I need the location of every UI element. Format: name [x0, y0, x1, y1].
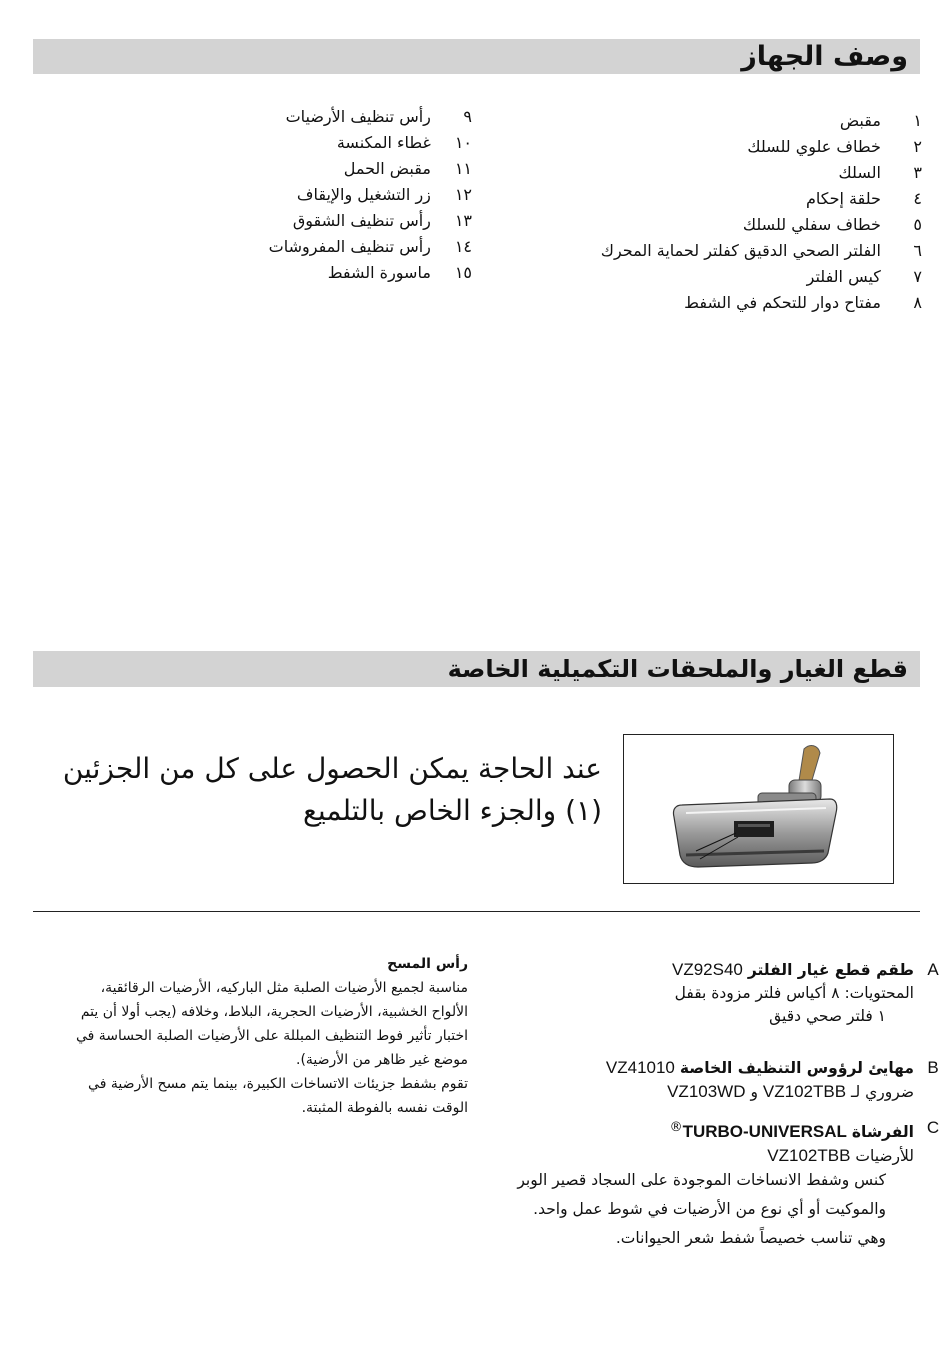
accessory-b: [534, 1056, 939, 1104]
part-number: ٢: [913, 137, 922, 156]
accessory-a-contents: المحتويات: ٨ أكياس فلتر مزودة بقفل: [674, 984, 914, 1002]
part-label: رأس تنظيف الأرضيات: [285, 107, 431, 126]
part-item: [601, 212, 922, 238]
accessory-letter-a: A: [927, 960, 939, 979]
section-title-accessories: قطع الغيار والملحقات التكميلية الخاصة: [33, 651, 920, 687]
note-line-1: عند الحاجة يمكن الحصول على كل من الجزئين: [62, 752, 602, 785]
part-item: [601, 108, 922, 134]
floor-head-body-2: تقوم بشفط جزيئات الاتساخات الكبيرة، بينما يتم مسح الأرضية في الوقت نفسه بالفوطة المثبتة.: [88, 1076, 468, 1116]
part-label: ماسورة الشفط: [327, 263, 431, 282]
part-number: ١٤: [454, 237, 472, 256]
part-item: [269, 104, 472, 130]
part-label: السلك: [838, 163, 881, 182]
note-line-2: (١) والجزء الخاص بالتلميع: [302, 794, 602, 827]
part-label: غطاء المكنسة: [336, 133, 431, 152]
part-item: [601, 134, 922, 160]
accessory-b-compat: [534, 1080, 914, 1104]
accessory-c-title: الفرشاة: [851, 1123, 914, 1142]
floor-head-description: [72, 952, 468, 1120]
accessory-c-code: VZ102TBB: [767, 1146, 851, 1166]
accessory-b-code-2: VZ102TBB: [762, 1082, 847, 1101]
accessory-b-compat-prefix: ضروري لـ: [850, 1083, 914, 1101]
accessory-c-description: كنس وشفط الانساخات الموجودة على السجاد قصير الوبر والموكيت أو أي نوع من الأرضيات في شوط عمل واحد. وهي تناسب خصيصاً شفط شعر الحيوانات.: [517, 1171, 886, 1247]
accessory-c-title-line: [534, 1116, 914, 1144]
part-item: [269, 182, 472, 208]
part-number: ٩: [463, 107, 472, 126]
part-label: حلقة إحكام: [806, 189, 881, 208]
part-item: [269, 260, 472, 286]
part-number: ١: [913, 111, 922, 130]
part-item: [269, 130, 472, 156]
part-label: زر التشغيل والإيقاف: [296, 185, 431, 204]
part-label: كيس الفلتر: [806, 267, 881, 286]
part-label: الفلتر الصحي الدقيق كفلتر لحماية المحرك: [600, 241, 881, 260]
accessory-a-contents-2: ١ فلتر صحي دقيق: [769, 1007, 886, 1025]
part-number: ٦: [913, 241, 922, 260]
part-number: ١١: [454, 159, 472, 178]
part-item: [601, 160, 922, 186]
part-label: مفتاح دوار للتحكم في الشفط: [684, 293, 881, 312]
part-item: [269, 234, 472, 260]
part-number: ٤: [913, 189, 922, 208]
accessory-b-title: مهايئ لرؤوس التنظيف الخاصة: [679, 1059, 914, 1077]
accessory-letter-c: C: [926, 1118, 940, 1137]
registered-mark: ®: [669, 1120, 683, 1135]
part-number: ٨: [913, 293, 922, 312]
part-label: رأس تنظيف الشقوق: [292, 211, 431, 230]
accessories-note: [32, 748, 602, 832]
part-number: ١٣: [454, 211, 472, 230]
accessory-a-title-line: [534, 958, 914, 982]
accessory-c-brand: TURBO-UNIVERSAL: [682, 1122, 847, 1142]
floor-nozzle-image: [624, 735, 893, 883]
accessory-b-conj: و: [750, 1083, 758, 1101]
part-label: مقبض: [839, 111, 881, 130]
part-item: [601, 186, 922, 212]
floor-head-body-1: مناسبة لجميع الأرضيات الصلبة مثل الباركيه، الأرضيات الرقائقية، الألواح الخشبية، الأرضيات الحجرية، البلاط، وخلافه (يجب أولا أن يتم اختبار تأثير فوط التنظيف المبللة على الأرضيات الصلبة الحساسة في موضع غير ظاهر من الأرضية).: [75, 980, 468, 1068]
part-number: ١٥: [454, 263, 472, 282]
part-item: [601, 238, 922, 264]
parts-list-right: [601, 108, 922, 316]
part-label: خطاف علوي للسلك: [747, 137, 881, 156]
accessory-b-title-line: [534, 1056, 914, 1080]
part-item: [601, 290, 922, 316]
part-number: ٣: [913, 163, 922, 182]
accessory-c-compat-prefix: للأرضيات: [855, 1147, 914, 1166]
parts-list-left: [269, 104, 472, 286]
accessory-a: [534, 958, 939, 1028]
nozzle-illustration-frame: [623, 734, 894, 884]
accessory-c-compat: [534, 1144, 914, 1168]
section-divider: [33, 911, 920, 912]
part-item: [269, 156, 472, 182]
accessory-b-code-3: VZ103WD: [667, 1082, 746, 1101]
part-label: رأس تنظيف المفروشات: [268, 237, 431, 256]
part-number: ٥: [913, 215, 922, 234]
accessory-a-code: VZ92S40: [671, 960, 743, 979]
part-item: [601, 264, 922, 290]
part-number: ١٠: [454, 133, 472, 152]
part-label: مقبض الحمل: [343, 159, 431, 178]
accessory-c: [534, 1116, 940, 1168]
floor-head-title: رأس المسح: [387, 956, 468, 972]
accessory-a-title: طقم قطع غيار الفلتر: [747, 961, 914, 979]
accessory-letter-b: B: [927, 1058, 939, 1077]
part-number: ١٢: [454, 185, 472, 204]
part-number: ٧: [913, 267, 922, 286]
part-label: خطاف سفلي للسلك: [742, 215, 881, 234]
accessory-b-code: VZ41010: [605, 1058, 675, 1077]
section-title-device-description: وصف الجهاز: [33, 39, 920, 74]
part-item: [269, 208, 472, 234]
